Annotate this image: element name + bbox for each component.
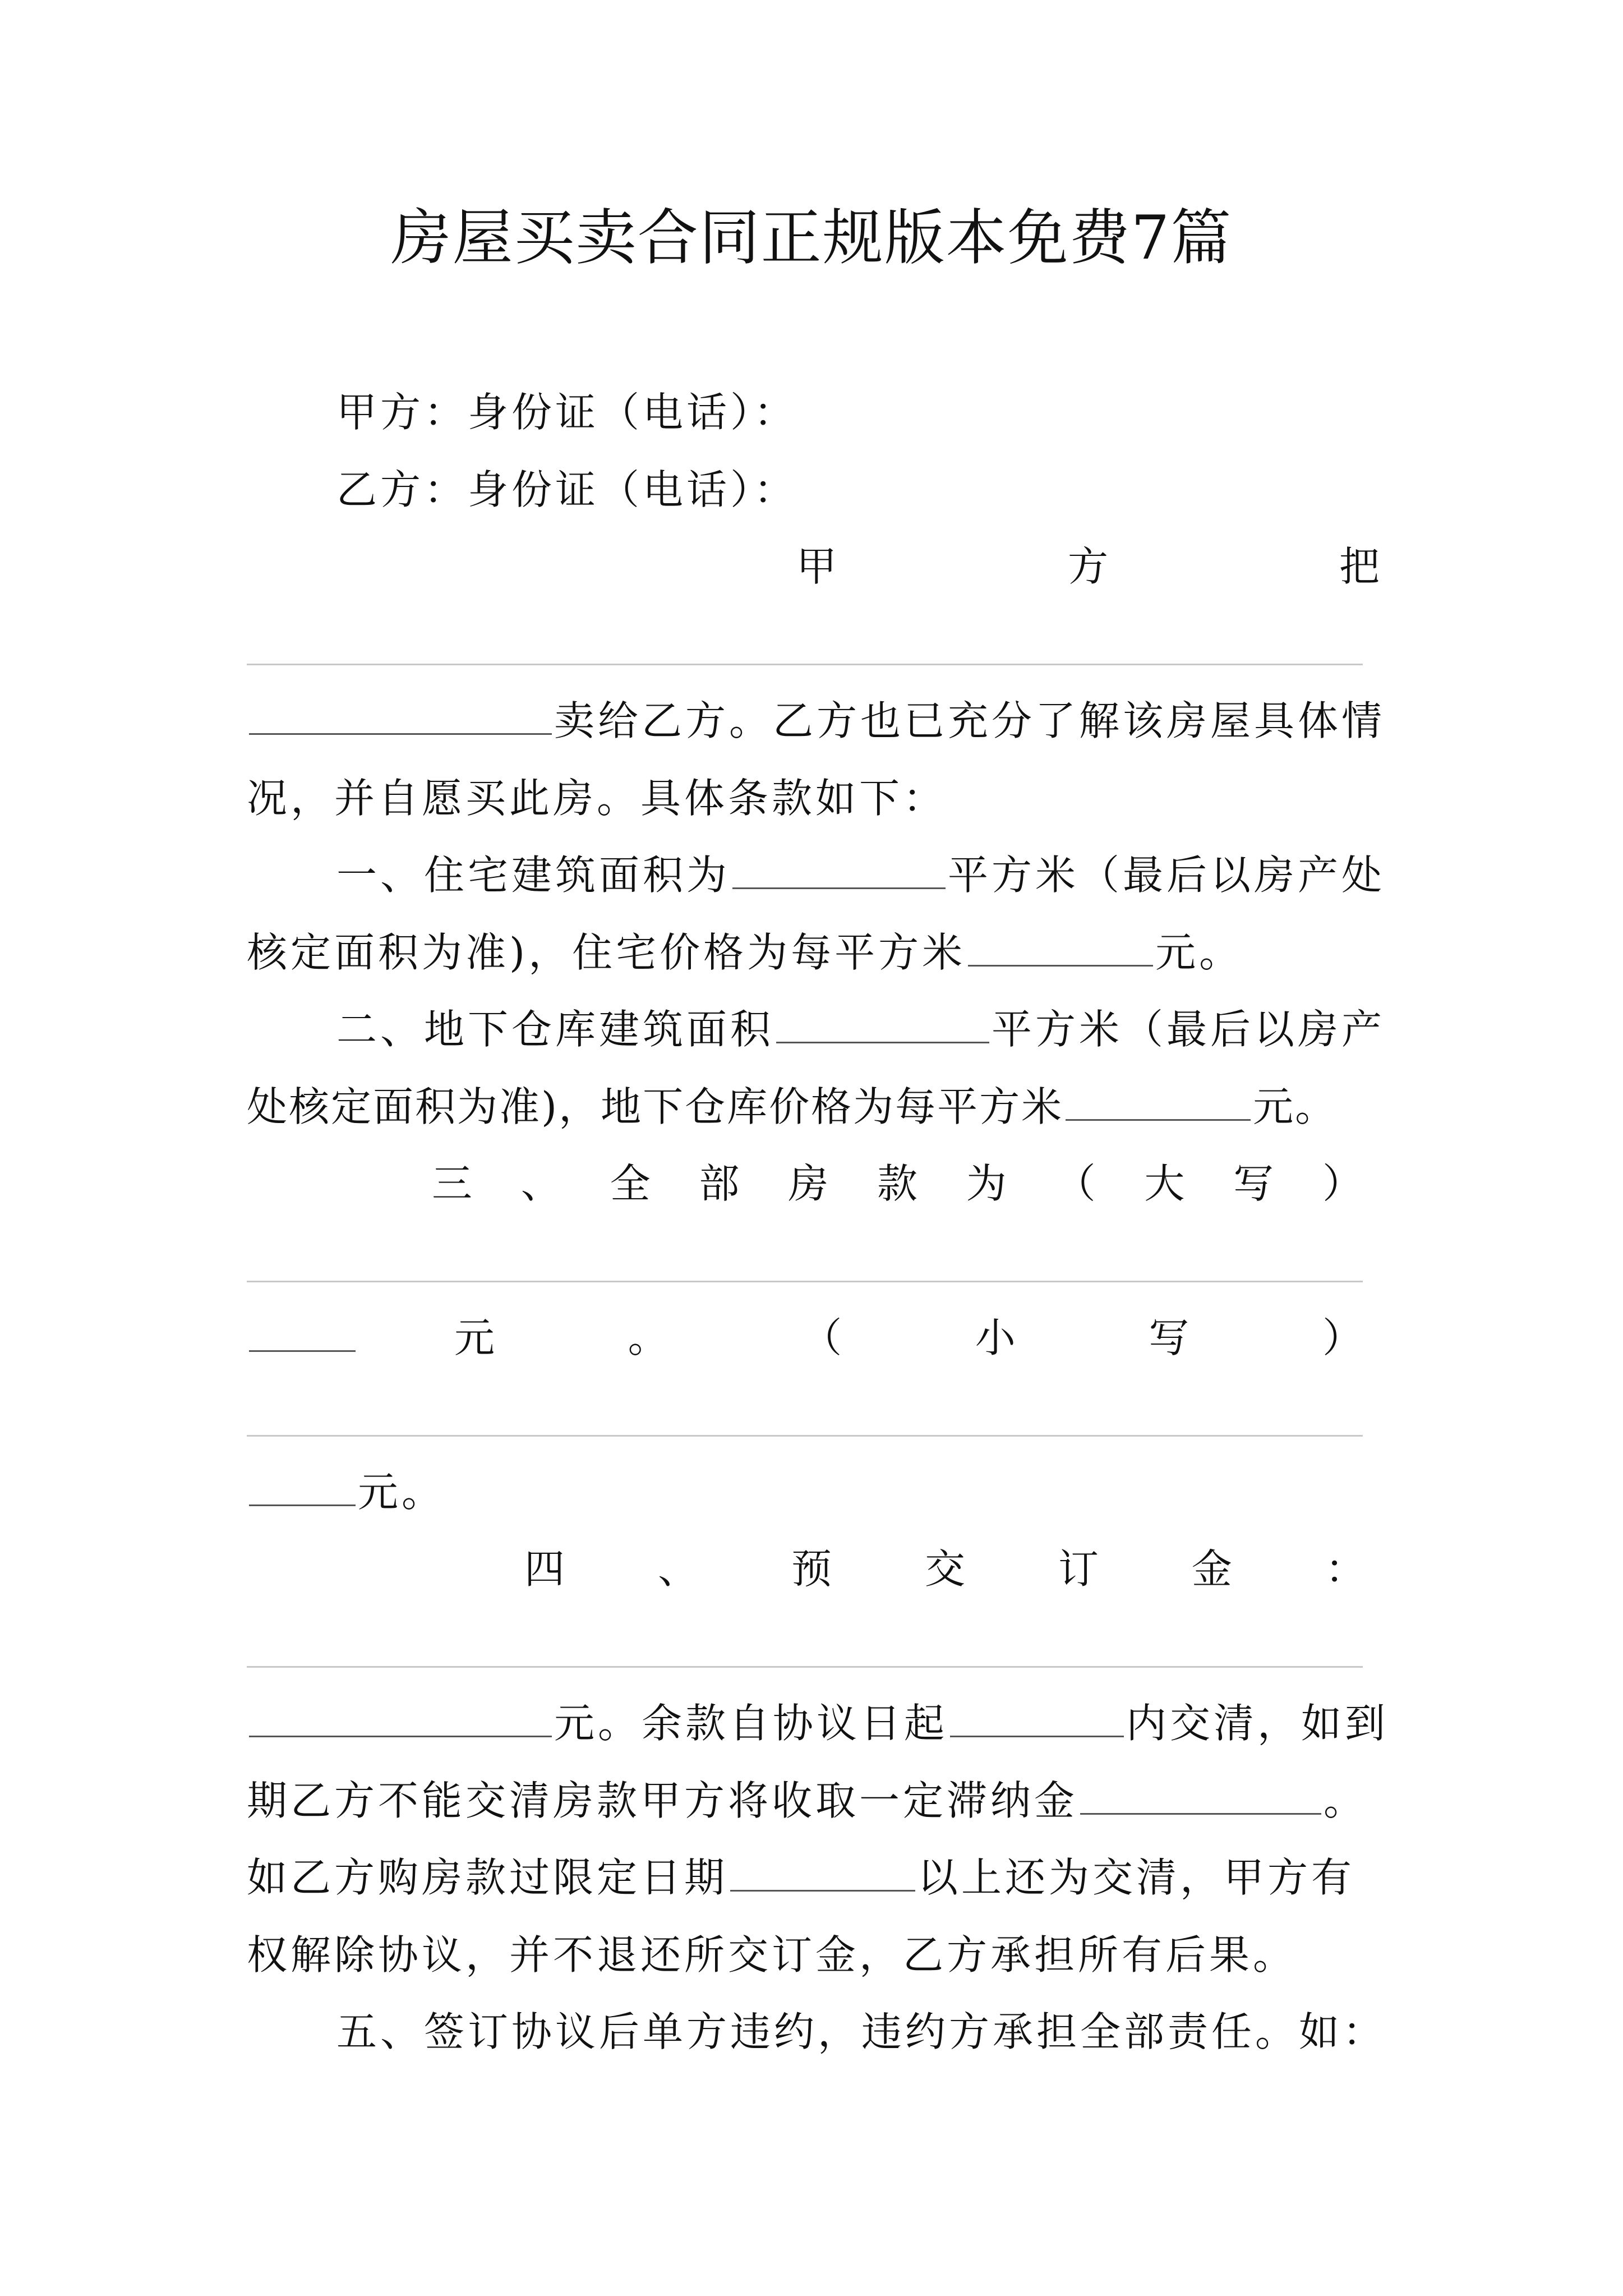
- blank-field: [249, 696, 552, 735]
- clause-text: 处核定面积为准)，地下仓库价格为每平方米: [247, 1083, 1064, 1130]
- blank-field: [730, 1853, 915, 1892]
- clause-1-line-1: [336, 844, 1391, 906]
- clause-4-line-5: 权解除协议，并不退还所交订金，乙方承担所有后果。: [247, 1931, 1297, 1978]
- clause-text: 二、地下仓库建筑面积: [336, 1006, 774, 1053]
- clause-text: 平方米（最后以房产处: [948, 852, 1386, 899]
- clause-text: 核定面积为准)，住宅价格为每平方米: [247, 929, 966, 976]
- clause-char: 大: [1144, 1160, 1185, 1207]
- clause-char: 预: [791, 1545, 832, 1593]
- blank-field: [249, 1467, 356, 1506]
- clause-2-line-2: [247, 1076, 1391, 1138]
- clause-char: 款: [877, 1160, 917, 1207]
- clause-3-line-2-chars: [454, 1307, 1363, 1369]
- blank-field: [776, 1005, 989, 1043]
- clause-4-line-2: [247, 1692, 1391, 1754]
- clause-text: 平方米（最后以房产: [992, 1006, 1386, 1053]
- blank-field: [1080, 1776, 1321, 1815]
- clause-char: 交: [924, 1545, 965, 1593]
- blank-field: [968, 928, 1153, 967]
- blank-field: [249, 1313, 356, 1352]
- clause-char: 小: [975, 1314, 1016, 1361]
- clause-text: 元。: [1253, 1083, 1338, 1130]
- clause-text: 以上还为交清，甲方有: [917, 1854, 1355, 1901]
- fill-in-rule: [247, 1435, 1363, 1437]
- clause-text: 。: [1324, 1777, 1368, 1824]
- fill-in-rule: [247, 1281, 1363, 1282]
- clause-text: 期乙方不能交清房款甲方将收取一定滞纳金: [247, 1777, 1078, 1824]
- party-a-line: 甲方：身份证（电话）：: [336, 389, 798, 436]
- clause-1-line-2: [247, 922, 1391, 983]
- clause-text: 内交清，如到: [1126, 1700, 1389, 1747]
- clause-char: ：: [1325, 1545, 1366, 1593]
- clause-char: 四: [524, 1545, 565, 1593]
- clause-text: 一、住宅建筑面积为: [336, 852, 731, 899]
- clause-5-line-1: 五、签订协议后单方违约，违约方承担全部责任。如：: [336, 2008, 1387, 2055]
- clause-text: 元。: [1155, 929, 1243, 976]
- clause-char: 、: [520, 1160, 561, 1207]
- clause-3-line-3: [247, 1461, 1391, 1523]
- clause-char: 金: [1191, 1545, 1232, 1593]
- clause-char: 写: [1149, 1314, 1189, 1361]
- clause-char: 元: [454, 1314, 495, 1361]
- clause-4-line-1: [524, 1538, 1366, 1600]
- clause-char: 全: [610, 1160, 651, 1207]
- fill-in-rule: [247, 664, 1363, 665]
- clause-char: ）: [1322, 1160, 1363, 1207]
- clause-2-line-1: [336, 999, 1391, 1060]
- fill-in-rule: [247, 1666, 1363, 1668]
- party-b-line: 乙方：身份证（电话）：: [336, 466, 798, 513]
- blank-field: [1066, 1082, 1251, 1121]
- intro-char: 甲: [796, 543, 837, 590]
- intro-char: 把: [1339, 543, 1380, 590]
- clause-char: 、: [657, 1545, 698, 1593]
- clause-3-line-1: [432, 1153, 1363, 1214]
- clause-char: （: [1055, 1160, 1096, 1207]
- blank-field: [950, 1699, 1124, 1737]
- clause-char: （: [801, 1314, 842, 1361]
- clause-char: 写: [1233, 1160, 1274, 1207]
- document-title: 房屋买卖合同正规版本免费7篇: [390, 203, 1233, 273]
- clause-text: 元。余款自协议日起: [554, 1700, 948, 1747]
- blank-field: [732, 850, 946, 889]
- clause-text: 元。: [358, 1469, 446, 1516]
- clause-char: 订: [1058, 1545, 1099, 1593]
- clause-char: 为: [966, 1160, 1007, 1207]
- clause-char: 。: [628, 1314, 668, 1361]
- clause-text: 如乙方购房款过限定日期: [247, 1854, 728, 1901]
- intro-text: 卖给乙方。乙方也已充分了解该房屋具体情: [554, 697, 1386, 744]
- clause-char: 三: [432, 1160, 473, 1207]
- clause-char: ）: [1322, 1314, 1363, 1361]
- clause-4-line-4: [247, 1847, 1391, 1908]
- clause-char: 房: [788, 1160, 829, 1207]
- intro-line-3: 况，并自愿买此房。具体条款如下：: [247, 775, 947, 822]
- clause-4-line-3: [247, 1770, 1391, 1832]
- intro-char: 方: [1067, 543, 1108, 590]
- intro-line-1: [796, 536, 1380, 597]
- clause-char: 部: [699, 1160, 740, 1207]
- intro-line-2: [247, 690, 1391, 752]
- blank-field: [249, 1699, 552, 1737]
